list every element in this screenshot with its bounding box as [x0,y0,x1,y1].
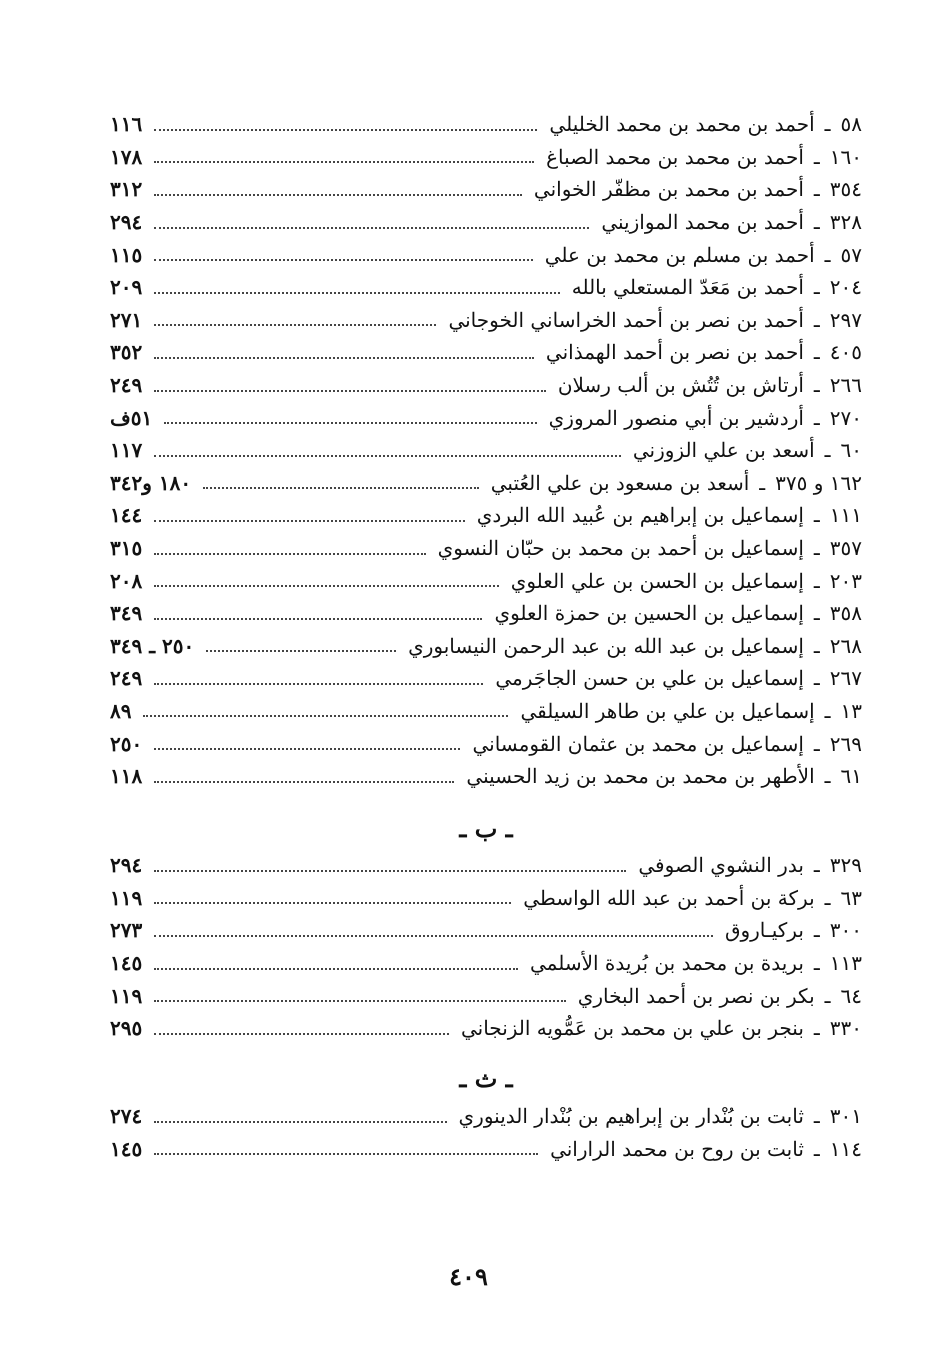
entry-pages: ١١٩ [110,885,143,910]
entry-name: أحمد بن مسلم بن محمد بن علي [544,242,815,267]
entry-name: أحمد بن نصر بن أحمد الخراساني الخوجاني [448,307,804,332]
index-section-ba [110,849,862,1045]
entry-pages: ١١٧ [110,438,143,463]
entry-name: إسماعيل بن علي بن طاهر السيلقي [520,698,815,723]
entry-name: إسماعيل بن أحمد بن محمد بن حبّان النسوي [437,536,804,561]
index-entry [110,369,862,402]
index-entry [110,532,862,565]
entry-name: أسعد بن مسعود بن علي العُتبي [490,470,750,495]
entry-pages: ١١٨ [110,764,143,789]
entry-number: ٣٠١ [829,1104,862,1129]
entry-separator: ـ [813,275,820,300]
entry-number: ٣٥٤ [829,177,862,202]
dot-leader [154,193,522,196]
index-entry [110,271,862,304]
entry-name: أحمد بن مَعَدّ المستعلي بالله [571,275,804,300]
entry-separator: ـ [813,1136,820,1161]
index-entry [110,760,862,793]
entry-pages: ٢٩٥ [110,1016,143,1041]
dot-leader [143,714,508,717]
entry-pages: ٢٥٠ ـ ٣٤٩ [110,633,195,658]
index-entry [110,695,862,728]
dot-leader [154,226,589,229]
entry-name: أحمد بن محمد بن محمد الخليلي [549,112,815,137]
dot-leader [154,780,454,783]
entry-pages: ٢٠٨ [110,568,143,593]
index-entry [110,1100,862,1133]
entry-separator: ـ [813,731,820,756]
entry-pages: ٥١ف [110,405,153,430]
entry-separator: ـ [824,242,831,267]
dot-leader [154,454,621,457]
entry-name: إسماعيل بن عبد الله بن عبد الرحمن النيسابوري [408,633,804,658]
entry-number: ٣٢٩ [829,853,862,878]
index-entry [110,336,862,369]
entry-name: أردشير بن أبي منصور المروزي [548,405,804,430]
entry-separator: ـ [813,177,820,202]
dot-leader [154,1120,446,1123]
index-entry [110,914,862,947]
entry-separator: ـ [824,698,831,723]
entry-separator: ـ [813,568,820,593]
index-entry [110,597,862,630]
entry-separator: ـ [813,1016,820,1041]
entry-name: إسماعيل بن الحسن بن علي العلوي [510,568,804,593]
entry-number: ٦٣ [840,885,862,910]
entry-number: ١٣ [840,698,862,723]
entry-separator: ـ [813,666,820,691]
entry-pages: ٢٧٤ [110,1104,143,1129]
entry-name: أحمد بن محمد الموازيني [601,210,804,235]
dot-leader [154,258,533,261]
dot-leader [154,934,713,937]
entry-pages: ٢٤٩ [110,373,143,398]
index-entry [110,1133,862,1166]
entry-name: إسماعيل بن إبراهيم بن عُبيد الله البردي [476,503,804,528]
entry-separator: ـ [813,503,820,528]
entry-name: ثابت بن روح بن محمد الراراني [550,1136,804,1161]
dot-leader [154,389,546,392]
entry-pages: ٨٩ [110,698,132,723]
entry-number: ٣٥٧ [829,536,862,561]
entry-separator: ـ [824,112,831,137]
index-entry [110,849,862,882]
entry-pages: ٢٧١ [110,307,143,332]
entry-number: ٤٠٥ [829,340,862,365]
entry-number: ٢٩٧ [829,307,862,332]
entry-pages: ٣١٢ [110,177,143,202]
entry-separator: ـ [824,885,831,910]
entry-pages: ٢٩٤ [110,210,143,235]
entry-pages: ٢٤٩ [110,666,143,691]
entry-separator: ـ [824,764,831,789]
dot-leader [154,323,436,326]
entry-number: ٥٧ [840,242,862,267]
entry-pages: ١٤٥ [110,951,143,976]
entry-separator: ـ [813,951,820,976]
index-entry [110,882,862,915]
entry-name: بنجر بن علي بن محمد بن عَمُّويه الزنجاني [460,1016,804,1041]
entry-separator: ـ [824,438,831,463]
dot-leader [154,682,483,685]
index-entry [110,401,862,434]
dot-leader [154,617,482,620]
entry-separator: ـ [813,601,820,626]
entry-name: بركيـاروق [724,918,804,943]
dot-leader [154,1032,449,1035]
entry-number: ٢٧٠ [829,405,862,430]
entry-name: الأطهر بن محمد بن محمد بن زيد الحسيني [466,764,815,789]
entry-number: ٢٦٦ [829,373,862,398]
page-number: ٤٠٩ [449,1262,488,1291]
entry-separator: ـ [813,144,820,169]
dot-leader [154,160,534,163]
entry-number: ٣٢٨ [829,210,862,235]
index-entry [110,630,862,663]
entry-separator: ـ [813,536,820,561]
entry-number: ٦٠ [840,438,862,463]
entry-pages: ٢٠٩ [110,275,143,300]
entry-separator: ـ [824,983,831,1008]
entry-name: إسماعيل بن الحسين بن حمزة العلوي [494,601,804,626]
entry-number: ٢٦٧ [829,666,862,691]
entry-number: ١١١ [829,503,862,528]
index-entry [110,1012,862,1045]
entry-name: إسماعيل بن علي بن حسن الجاجَرمي [495,666,804,691]
index-entry [110,108,862,141]
index-entry [110,499,862,532]
entry-number: ١٦٠ [829,144,862,169]
dot-leader [154,999,565,1002]
entry-separator: ـ [813,210,820,235]
index-entry [110,238,862,271]
entry-separator: ـ [759,470,766,495]
dot-leader [154,519,464,522]
entry-pages: ١٧٨ [110,144,143,169]
entry-separator: ـ [813,307,820,332]
entry-pages: ٢٧٣ [110,918,143,943]
entry-separator: ـ [813,633,820,658]
entry-name: ثابت بن بُنْدار بن إبراهيم بن بُنْدار الدينوري [458,1104,804,1129]
dot-leader [154,128,537,131]
entry-separator: ـ [813,918,820,943]
index-entry [110,206,862,239]
entry-pages: ١٨٠ و٣٤٢ [110,470,192,495]
entry-pages: ١١٩ [110,983,143,1008]
entry-name: بركة بن أحمد بن عبد الله الواسطي [523,885,815,910]
entry-number: ٥٨ [840,112,862,137]
dot-leader [154,967,518,970]
entry-pages: ١٤٤ [110,503,143,528]
entry-number: ٣٥٨ [829,601,862,626]
entry-number: ٢٦٨ [829,633,862,658]
index-entry [110,304,862,337]
entry-name: أرتاش بن تُتُش بن ألب رسلان [557,373,804,398]
dot-leader [206,649,396,652]
index-entry [110,141,862,174]
entry-pages: ٣٥٢ [110,340,143,365]
entry-number: ١١٤ [829,1136,862,1161]
entry-name: أسعد بن علي الزوزني [632,438,815,463]
entry-pages: ١١٥ [110,242,143,267]
dot-leader [154,291,559,294]
dot-leader [154,901,511,904]
entry-number: ٣٣٠ [829,1016,862,1041]
entry-pages: ٣٤٩ [110,601,143,626]
index-entry [110,434,862,467]
index-section-tha [110,1100,862,1165]
entry-name: بدر النشوي الصوفي [638,853,804,878]
dot-leader [154,356,534,359]
entry-name: إسماعيل بن محمد بن عثمان القومساني [472,731,804,756]
dot-leader [154,584,498,587]
entry-number: ٢٦٩ [829,731,862,756]
entry-pages: ٢٥٠ [110,731,143,756]
entry-separator: ـ [813,853,820,878]
entry-name: بريدة بن محمد بن بُريدة الأسلمي [529,951,804,976]
index-entry [110,662,862,695]
dot-leader [154,1152,538,1155]
entry-pages: ٢٩٤ [110,853,143,878]
index-entry [110,979,862,1012]
entry-number: ٢٠٤ [829,275,862,300]
entry-name: بكر بن نصر بن أحمد البخاري [577,983,815,1008]
entry-separator: ـ [813,340,820,365]
entry-pages: ١١٦ [110,112,143,137]
letter-heading-ba: ـ ب ـ [459,814,513,843]
letter-heading-tha: ـ ث ـ [459,1064,513,1093]
dot-leader [154,747,460,750]
index-entry [110,727,862,760]
entry-number: ١٦٢ و ٣٧٥ [775,470,862,495]
entry-separator: ـ [813,405,820,430]
entry-separator: ـ [813,1104,820,1129]
index-entry [110,564,862,597]
dot-leader [203,486,479,489]
index-entry [110,173,862,206]
entry-name: أحمد بن محمد بن محمد الصباغ [546,144,804,169]
entry-pages: ١٤٥ [110,1136,143,1161]
index-entry [110,947,862,980]
index-entry [110,467,862,500]
entry-separator: ـ [813,373,820,398]
dot-leader [154,869,626,872]
dot-leader [164,421,536,424]
dot-leader [154,552,425,555]
entry-number: ١١٣ [829,951,862,976]
entry-name: أحمد بن نصر بن أحمد الهمذاني [545,340,804,365]
entry-number: ٣٠٠ [829,918,862,943]
entry-number: ٦١ [840,764,862,789]
index-section-alif [110,108,862,792]
entry-name: أحمد بن محمد بن مظفّر الخواني [533,177,804,202]
entry-pages: ٣١٥ [110,536,143,561]
entry-number: ٢٠٣ [829,568,862,593]
entry-number: ٦٤ [840,983,862,1008]
